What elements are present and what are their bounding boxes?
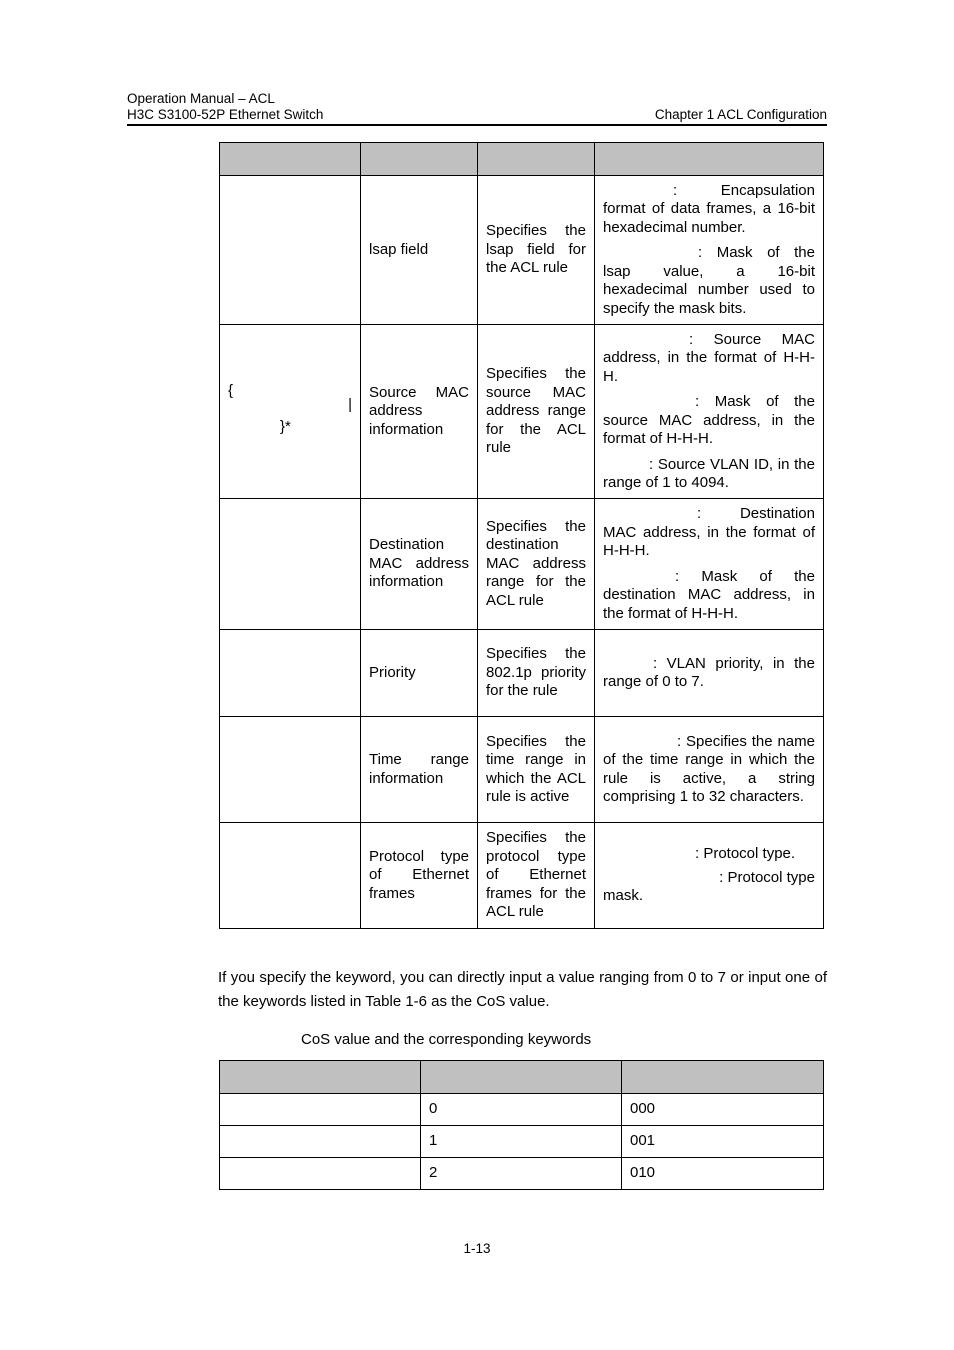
header-cell [622,1061,824,1094]
cos-value-cell: 1 [421,1126,622,1158]
description-line: : Encapsulation format of data frames, a 16-bit hexadecimal number. [603,181,815,236]
keyword-cell [220,1126,421,1158]
param-cell [220,717,361,823]
function-cell: Specifies the 802.1p priority for the rule [478,630,595,717]
param-brace-open: { [228,381,234,399]
table-row [220,1126,824,1158]
header-cell [361,143,478,176]
description-line: : Source VLAN ID, in the range of 1 to 4094. [603,455,815,491]
table-row [220,1094,824,1126]
type-cell: Time range information [361,717,478,823]
cos-value-cell: 0 [421,1094,622,1126]
description-line: : Destination MAC address, in the format of H-H-H. [603,505,815,559]
description-cell [595,717,824,823]
param-pipe: | [348,395,352,413]
param-cell [220,823,361,929]
description-line: : Mask of the lsap value, a 16-bit hexadecimal number used to specify the mask bits. [603,244,815,317]
table-header-row [220,143,824,176]
description-line: : Mask of the source MAC address, in the format of H-H-H. [603,393,815,447]
table-caption: CoS value and the corresponding keywords [301,1031,592,1048]
binary-value-cell: 010 [622,1158,824,1190]
cos-keyword-paragraph: If you specify the keyword, you can directly input a value ranging from 0 to 7 or input one of the keywords listed in Table 1-6 as the CoS value. [218,969,827,1010]
table-row [220,325,824,499]
type-cell: Priority [361,630,478,717]
keyword-cell [220,1094,421,1126]
param-cell [220,630,361,717]
description-cell [595,630,824,717]
description-line: : Protocol type [719,868,815,886]
header-cell [421,1061,622,1094]
header-cell [220,143,361,176]
description-cell [595,499,824,630]
header-product-name: H3C S3100-52P Ethernet Switch [127,107,324,122]
table-row [220,1158,824,1190]
description-line: : Protocol type. [695,845,796,863]
page-number: 1-13 [463,1241,491,1256]
param-cell [220,325,361,499]
table-row [220,717,824,823]
function-cell: Specifies the source MAC address range for the ACL rule [478,325,595,499]
description-cell [595,176,824,325]
type-cell: Protocol type of Ethernet frames [361,823,478,929]
keyword-cell [220,1158,421,1190]
header-cell [478,143,595,176]
header-divider [127,124,827,126]
binary-value-cell: 000 [622,1094,824,1126]
header-cell [595,143,824,176]
function-cell: Specifies the time range in which the ACL rule is active [478,717,595,823]
type-cell: Destination MAC address information [361,499,478,630]
acl-parameter-table [219,142,824,929]
table-row [220,176,824,325]
header-cell [220,1061,421,1094]
type-cell: Source MAC address information [361,325,478,499]
cos-value-table [219,1060,824,1190]
table-row [220,823,824,929]
cos-value-cell: 2 [421,1158,622,1190]
type-cell: lsap field [361,176,478,325]
binary-value-cell: 001 [622,1126,824,1158]
description-line: : VLAN priority, in the range of 0 to 7. [603,654,815,690]
function-cell: Specifies the lsap field for the ACL rule [478,176,595,325]
table-row [220,499,824,630]
description-cell [595,325,824,499]
function-cell: Specifies the protocol type of Ethernet frames for the ACL rule [478,823,595,929]
table-header-row [220,1061,824,1094]
param-brace-close: }* [280,417,291,435]
description-line: : Source MAC address, in the format of H-H-H. [603,330,815,385]
param-cell [220,499,361,630]
description-line: : Mask of the destination MAC address, in the format of H-H-H. [603,567,815,622]
param-cell [220,176,361,325]
description-line: mask. [603,887,644,905]
header-manual-title: Operation Manual – ACL [127,91,275,106]
function-cell: Specifies the destination MAC address range for the ACL rule [478,499,595,630]
description-cell [595,823,824,929]
description-line: : Specifies the name of the time range in which the rule is active, a string comprising 1 to 32 characters. [603,732,815,805]
table-row [220,630,824,717]
header-chapter-title: Chapter 1 ACL Configuration [654,107,827,122]
